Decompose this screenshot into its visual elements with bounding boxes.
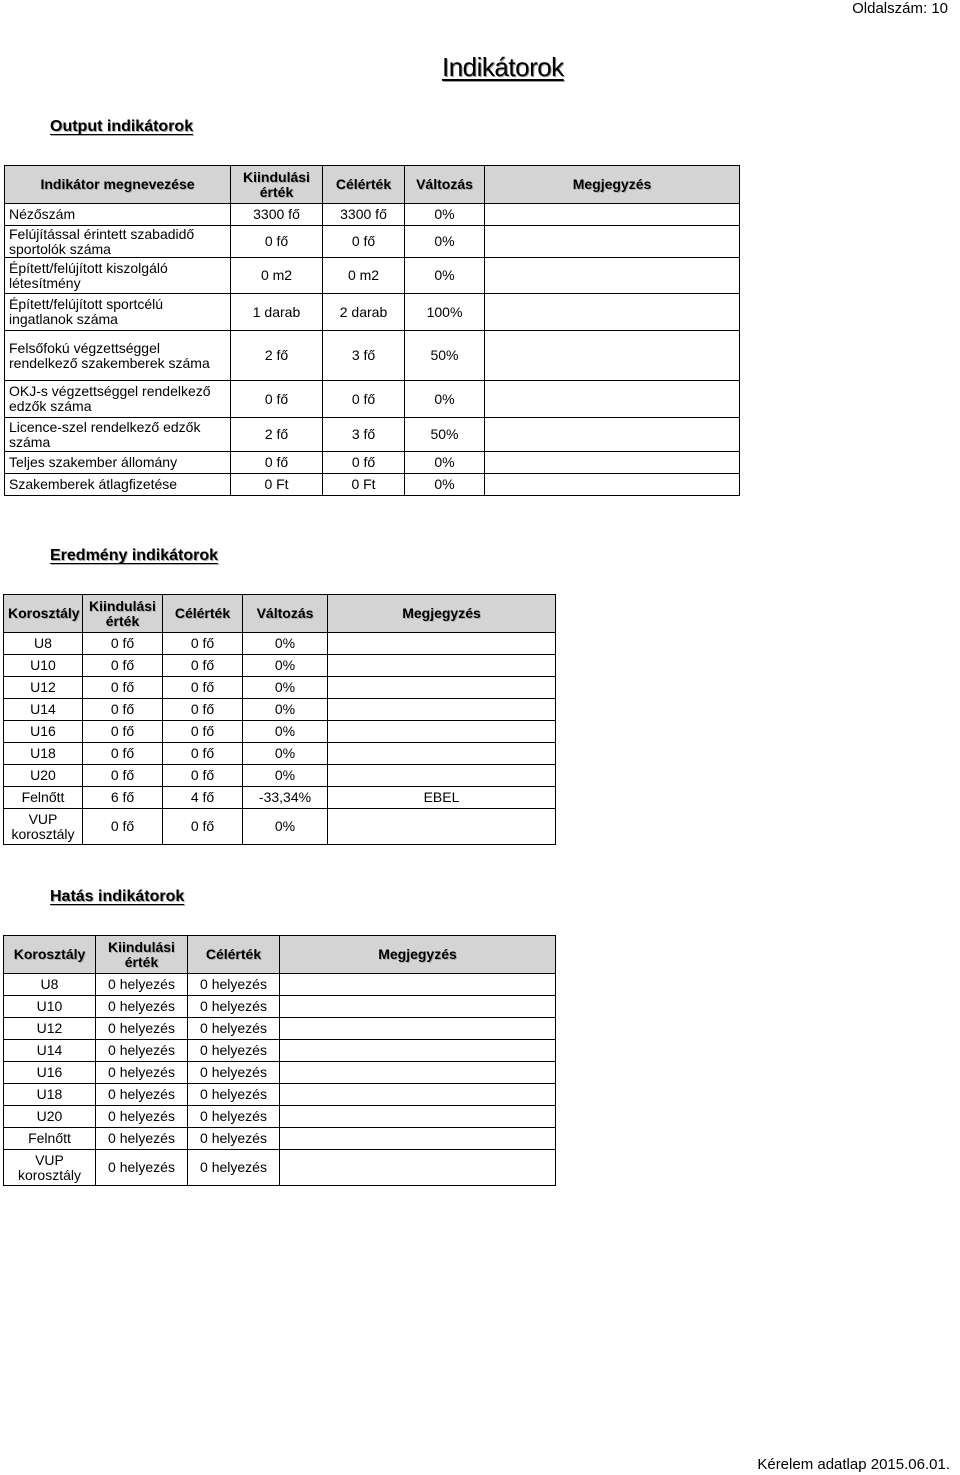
- output-cell: 0 m2: [323, 258, 405, 294]
- output-header-cell: Változás: [405, 166, 485, 204]
- hatas-cell: 0 helyezés: [96, 1040, 188, 1062]
- hatas-header-cell: Kiindulási érték: [96, 936, 188, 974]
- output-cell: 3 fő: [323, 331, 405, 381]
- eredmeny-cell: EBEL: [328, 787, 556, 809]
- hatas-table: [3, 935, 556, 1186]
- hatas-cell: U20: [4, 1106, 96, 1128]
- eredmeny-cell: 6 fő: [83, 787, 163, 809]
- hatas-cell: 0 helyezés: [188, 1084, 280, 1106]
- output-cell: 0 fő: [231, 226, 323, 258]
- eredmeny-cell: -33,34%: [243, 787, 328, 809]
- output-cell: 0%: [405, 258, 485, 294]
- page-number: Oldalszám: 10: [852, 0, 948, 17]
- output-cell: 0%: [405, 381, 485, 418]
- output-cell: 0 fő: [323, 452, 405, 474]
- output-cell: [485, 226, 740, 258]
- output-cell: [485, 331, 740, 381]
- output-cell: 0%: [405, 226, 485, 258]
- eredmeny-cell: 0%: [243, 677, 328, 699]
- hatas-cell: U16: [4, 1062, 96, 1084]
- eredmeny-cell: 0 fő: [83, 765, 163, 787]
- eredmeny-cell: [328, 633, 556, 655]
- output-cell: 0 fő: [231, 452, 323, 474]
- output-cell: [485, 452, 740, 474]
- hatas-cell: 0 helyezés: [188, 1150, 280, 1186]
- hatas-cell: [280, 1084, 556, 1106]
- hatas-cell: VUP korosztály: [4, 1150, 96, 1186]
- output-cell: [485, 474, 740, 496]
- output-cell: 2 darab: [323, 294, 405, 331]
- eredmeny-cell: [328, 765, 556, 787]
- hatas-cell: 0 helyezés: [188, 974, 280, 996]
- eredmeny-cell: U8: [4, 633, 83, 655]
- eredmeny-table: [3, 594, 556, 845]
- hatas-cell: 0 helyezés: [188, 1040, 280, 1062]
- eredmeny-cell: [328, 743, 556, 765]
- output-cell: 100%: [405, 294, 485, 331]
- eredmeny-cell: [328, 721, 556, 743]
- eredmeny-cell: 0 fő: [83, 743, 163, 765]
- eredmeny-cell: [328, 809, 556, 845]
- output-cell: [485, 294, 740, 331]
- hatas-cell: 0 helyezés: [96, 1106, 188, 1128]
- eredmeny-cell: [328, 677, 556, 699]
- output-cell: Felsőfokú végzettséggel rendelkező szakemberek száma: [5, 331, 231, 381]
- output-cell: 0 fő: [231, 381, 323, 418]
- output-cell: [485, 381, 740, 418]
- hatas-cell: 0 helyezés: [96, 1150, 188, 1186]
- hatas-cell: [280, 1128, 556, 1150]
- output-header-cell: Megjegyzés: [485, 166, 740, 204]
- output-cell: [485, 418, 740, 452]
- eredmeny-cell: 0%: [243, 721, 328, 743]
- hatas-cell: [280, 1018, 556, 1040]
- eredmeny-cell: U20: [4, 765, 83, 787]
- hatas-cell: [280, 1062, 556, 1084]
- output-cell: 3 fő: [323, 418, 405, 452]
- eredmeny-cell: 0 fő: [83, 809, 163, 845]
- eredmeny-cell: 0 fő: [163, 633, 243, 655]
- output-cell: 0%: [405, 452, 485, 474]
- output-cell: 2 fő: [231, 418, 323, 452]
- eredmeny-cell: 4 fő: [163, 787, 243, 809]
- hatas-cell: [280, 996, 556, 1018]
- output-cell: 3300 fő: [323, 204, 405, 226]
- output-cell: 0%: [405, 204, 485, 226]
- eredmeny-cell: 0 fő: [83, 721, 163, 743]
- eredmeny-cell: Felnőtt: [4, 787, 83, 809]
- output-cell: Felújítással érintett szabadidő sportolók száma: [5, 226, 231, 258]
- eredmeny-cell: U18: [4, 743, 83, 765]
- eredmeny-cell: 0 fő: [83, 655, 163, 677]
- output-cell: [485, 258, 740, 294]
- eredmeny-cell: 0 fő: [83, 677, 163, 699]
- output-cell: Licence-szel rendelkező edzők száma: [5, 418, 231, 452]
- output-cell: 2 fő: [231, 331, 323, 381]
- eredmeny-cell: 0 fő: [163, 699, 243, 721]
- footer-text: Kérelem adatlap 2015.06.01.: [757, 1456, 950, 1473]
- output-cell: Szakemberek átlagfizetése: [5, 474, 231, 496]
- eredmeny-header-cell: Megjegyzés: [328, 595, 556, 633]
- output-cell: 50%: [405, 418, 485, 452]
- eredmeny-cell: 0 fő: [83, 633, 163, 655]
- output-cell: 0 Ft: [323, 474, 405, 496]
- output-cell: 50%: [405, 331, 485, 381]
- hatas-cell: 0 helyezés: [188, 1106, 280, 1128]
- hatas-cell: 0 helyezés: [188, 996, 280, 1018]
- eredmeny-cell: 0%: [243, 809, 328, 845]
- output-table: [4, 165, 740, 496]
- eredmeny-cell: 0%: [243, 655, 328, 677]
- output-cell: 0 Ft: [231, 474, 323, 496]
- hatas-cell: 0 helyezés: [96, 996, 188, 1018]
- hatas-cell: 0 helyezés: [188, 1128, 280, 1150]
- output-cell: 0 fő: [323, 226, 405, 258]
- eredmeny-cell: [328, 699, 556, 721]
- hatas-header-cell: Korosztály: [4, 936, 96, 974]
- output-cell: 3300 fő: [231, 204, 323, 226]
- eredmeny-cell: 0%: [243, 699, 328, 721]
- hatas-cell: 0 helyezés: [96, 1128, 188, 1150]
- eredmeny-cell: 0%: [243, 633, 328, 655]
- eredmeny-cell: 0%: [243, 743, 328, 765]
- hatas-header-cell: Megjegyzés: [280, 936, 556, 974]
- eredmeny-cell: 0 fő: [83, 699, 163, 721]
- output-cell: Épített/felújított kiszolgáló létesítmény: [5, 258, 231, 294]
- output-header-cell: Indikátor megnevezése: [5, 166, 231, 204]
- hatas-cell: U10: [4, 996, 96, 1018]
- eredmeny-header-cell: Kiindulási érték: [83, 595, 163, 633]
- eredmeny-cell: U12: [4, 677, 83, 699]
- output-cell: Nézőszám: [5, 204, 231, 226]
- eredmeny-cell: [328, 655, 556, 677]
- hatas-cell: 0 helyezés: [188, 1018, 280, 1040]
- eredmeny-cell: 0 fő: [163, 743, 243, 765]
- output-cell: Épített/felújított sportcélú ingatlanok száma: [5, 294, 231, 331]
- eredmeny-cell: 0 fő: [163, 765, 243, 787]
- output-cell: 0%: [405, 474, 485, 496]
- eredmeny-cell: U14: [4, 699, 83, 721]
- section-heading-output: Output indikátorok: [50, 118, 194, 135]
- hatas-cell: U18: [4, 1084, 96, 1106]
- hatas-cell: [280, 974, 556, 996]
- output-header-cell: Kiindulási érték: [231, 166, 323, 204]
- output-header-cell: Célérték: [323, 166, 405, 204]
- output-cell: Teljes szakember állomány: [5, 452, 231, 474]
- eredmeny-cell: U16: [4, 721, 83, 743]
- hatas-cell: U8: [4, 974, 96, 996]
- hatas-cell: 0 helyezés: [96, 974, 188, 996]
- hatas-cell: 0 helyezés: [188, 1062, 280, 1084]
- hatas-cell: [280, 1150, 556, 1186]
- hatas-cell: 0 helyezés: [96, 1018, 188, 1040]
- hatas-cell: [280, 1040, 556, 1062]
- eredmeny-cell: 0 fő: [163, 655, 243, 677]
- hatas-header-cell: Célérték: [188, 936, 280, 974]
- eredmeny-header-cell: Célérték: [163, 595, 243, 633]
- hatas-cell: [280, 1106, 556, 1128]
- output-cell: 1 darab: [231, 294, 323, 331]
- eredmeny-cell: VUP korosztály: [4, 809, 83, 845]
- section-heading-hatas: Hatás indikátorok: [50, 888, 185, 905]
- eredmeny-cell: 0 fő: [163, 721, 243, 743]
- output-cell: 0 fő: [323, 381, 405, 418]
- output-cell: OKJ-s végzettséggel rendelkező edzők száma: [5, 381, 231, 418]
- eredmeny-header-cell: Korosztály: [4, 595, 83, 633]
- eredmeny-cell: U10: [4, 655, 83, 677]
- eredmeny-cell: 0%: [243, 765, 328, 787]
- hatas-cell: 0 helyezés: [96, 1062, 188, 1084]
- eredmeny-cell: 0 fő: [163, 677, 243, 699]
- section-heading-eredmeny: Eredmény indikátorok: [50, 547, 219, 564]
- output-cell: [485, 204, 740, 226]
- eredmeny-header-cell: Változás: [243, 595, 328, 633]
- hatas-cell: 0 helyezés: [96, 1084, 188, 1106]
- output-cell: 0 m2: [231, 258, 323, 294]
- page-title: Indikátorok: [442, 52, 564, 82]
- hatas-cell: U14: [4, 1040, 96, 1062]
- hatas-cell: Felnőtt: [4, 1128, 96, 1150]
- eredmeny-cell: 0 fő: [163, 809, 243, 845]
- hatas-cell: U12: [4, 1018, 96, 1040]
